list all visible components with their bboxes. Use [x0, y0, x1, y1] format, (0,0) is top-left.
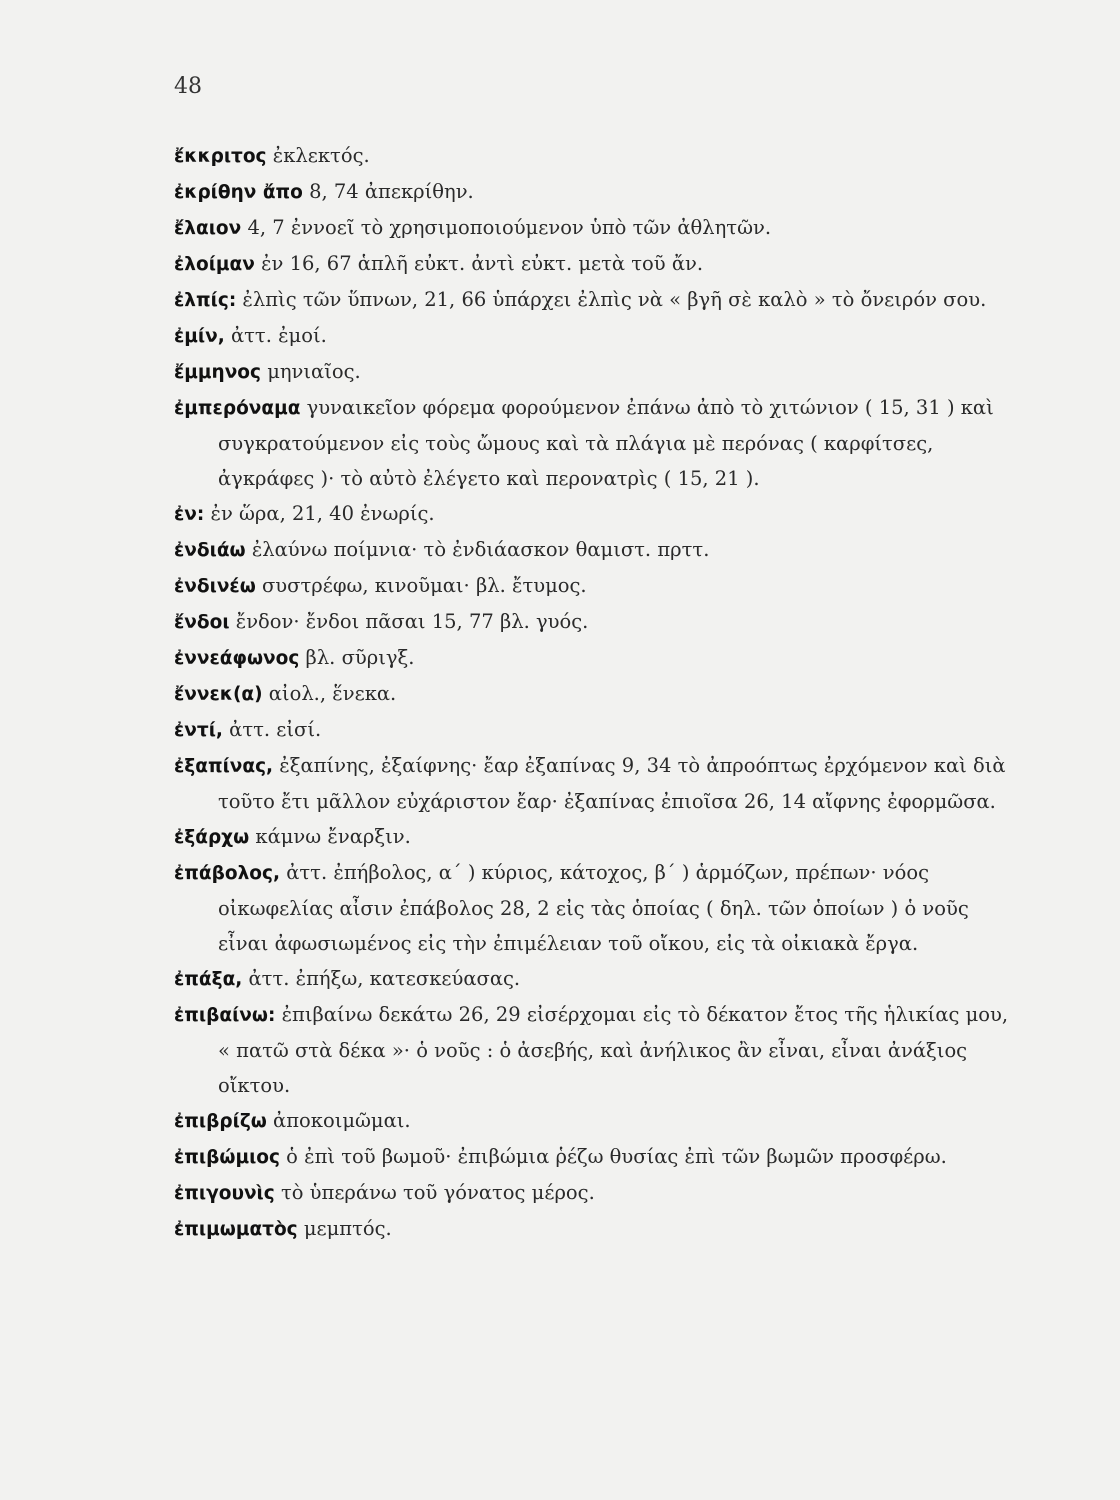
- entry-definition: ἐλπὶς τῶν ὕπνων, 21, 66 ὑπάρχει ἐλπὶς νὰ « βγῆ σὲ καλὸ » τὸ ὄνειρόν σου.: [242, 288, 987, 311]
- entry-definition: ἐκλεκτός.: [272, 144, 370, 167]
- glossary-entry: [174, 282, 1024, 318]
- glossary-entry: [174, 1103, 1024, 1139]
- entry-headword: ἐπάξα,: [174, 969, 243, 990]
- entry-headword: ἔνδοι: [174, 612, 230, 633]
- entry-headword: ἐννεάφωνος: [174, 648, 300, 669]
- entry-definition: ἐν 16, 67 ἁπλῆ εὐκτ. ἀντὶ εὐκτ. μετὰ τοῦ ἄν.: [261, 252, 704, 275]
- entry-definition: ἐλαύνω ποίμνια· τὸ ἐνδιάασκον θαμιστ. πρττ.: [251, 538, 710, 561]
- glossary-entry: [174, 390, 1024, 496]
- entry-headword: ἐξάρχω: [174, 827, 250, 848]
- entry-definition: βλ. σῦριγξ.: [305, 646, 415, 669]
- entry-definition: 8, 74 ἀπεκρίθην.: [309, 180, 474, 203]
- glossary-entry: [174, 1139, 1024, 1175]
- glossary-entry: [174, 855, 1024, 961]
- entry-definition: μεμπτός.: [303, 1217, 392, 1240]
- entry-headword: ἐλπίς:: [174, 290, 237, 311]
- glossary-entry: [174, 138, 1024, 174]
- glossary-entry: [174, 640, 1024, 676]
- entry-headword: ἐμίν,: [174, 326, 225, 347]
- entry-definition: γυναικεῖον φόρεμα φορούμενον ἐπάνω ἀπὸ τὸ χιτώνιον ( 15, 31 ) καὶ συγκρατούμενον εἰς τοὺς ὤμους καὶ τὰ πλάγια μὲ περόνας ( καρφίτσες, ἀγκράφες )· τὸ αὐτὸ ἐλέγετο καὶ περονατρὶς ( 15, 21 ).: [218, 396, 994, 490]
- entry-headword: ἐπάβολος,: [174, 863, 281, 884]
- entry-headword: ἐντί,: [174, 720, 223, 741]
- entry-headword: ἐκρίθην ἄπο: [174, 182, 303, 203]
- entry-definition: ἐξαπίνης, ἐξαίφνης· ἔαρ ἐξαπίνας 9, 34 τὸ ἀπροόπτως ἐρχόμενον καὶ διὰ τοῦτο ἔτι μᾶλλον εὐχάριστον ἔαρ· ἐξαπίνας ἐπιοῖσα 26, 14 αἴφνης ἐφορμῶσα.: [218, 754, 1006, 813]
- glossary-entry: [174, 604, 1024, 640]
- entry-headword: ἐπιμωματὸς: [174, 1219, 298, 1240]
- entry-headword: ἐνδινέω: [174, 576, 256, 597]
- glossary-entries: [174, 138, 1024, 1247]
- glossary-entry: [174, 748, 1024, 819]
- entry-headword: ἐπιβρίζω: [174, 1111, 267, 1132]
- glossary-entry: [174, 1175, 1024, 1211]
- entry-headword: ἔκκριτος: [174, 146, 267, 167]
- entry-definition: συστρέφω, κινοῦμαι· βλ. ἔτυμος.: [262, 574, 587, 597]
- entry-definition: τὸ ὑπεράνω τοῦ γόνατος μέρος.: [280, 1181, 595, 1204]
- entry-headword: ἔμμηνος: [174, 362, 261, 383]
- entry-definition: ἀττ. ἐπήβολος, α΄ ) κύριος, κάτοχος, β΄ ) ἁρμόζων, πρέπων· νόος οἰκωφελίας αἶσιν ἐπάβολος 28, 2 εἰς τὰς ὁποίας ( δηλ. τῶν ὁποίων ) ὁ νοῦς εἶναι ἀφωσιωμένος εἰς τὴν ἐπιμέλειαν τοῦ οἴκου, εἰς τὰ οἰκιακὰ ἔργα.: [218, 861, 969, 955]
- glossary-entry: [174, 712, 1024, 748]
- entry-definition: ἐν ὥρα, 21, 40 ἐνωρίς.: [210, 502, 435, 525]
- glossary-entry: [174, 210, 1024, 246]
- entry-definition: μηνιαῖος.: [267, 360, 361, 383]
- glossary-entry: [174, 997, 1024, 1103]
- glossary-entry: [174, 568, 1024, 604]
- glossary-entry: [174, 676, 1024, 712]
- entry-definition: ἀττ. ἐμοί.: [230, 324, 327, 347]
- entry-headword: ἐξαπίνας,: [174, 756, 274, 777]
- entry-definition: αἰολ., ἕνεκα.: [268, 682, 397, 705]
- entry-headword: ἐνδιάω: [174, 540, 246, 561]
- glossary-entry: [174, 961, 1024, 997]
- glossary-entry: [174, 354, 1024, 390]
- entry-definition: ὁ ἐπὶ τοῦ βωμοῦ· ἐπιβώμια ῥέζω θυσίας ἐπὶ τῶν βωμῶν προσφέρω.: [286, 1145, 947, 1168]
- entry-headword: ἔλαιον: [174, 218, 242, 239]
- entry-headword: ἐλοίμαν: [174, 254, 255, 275]
- glossary-entry: [174, 318, 1024, 354]
- glossary-entry: [174, 246, 1024, 282]
- entry-headword: ἐν:: [174, 504, 205, 525]
- entry-headword: ἐπιγουνὶς: [174, 1183, 275, 1204]
- entry-definition: ἀττ. εἰσί.: [229, 718, 322, 741]
- glossary-entry: [174, 532, 1024, 568]
- entry-definition: ἐπιβαίνω δεκάτω 26, 29 εἰσέρχομαι εἰς τὸ δέκατον ἔτος τῆς ἡλικίας μου, « πατῶ στὰ δέκα »· ὁ νοῦς : ὁ ἀσεβής, καὶ ἀνήλικος ἂν εἶναι, εἶναι ἀνάξιος οἴκτου.: [218, 1003, 1009, 1097]
- entry-definition: 4, 7 ἐννοεῖ τὸ χρησιμοποιούμενον ὑπὸ τῶν ἀθλητῶν.: [247, 216, 772, 239]
- glossary-entry: [174, 496, 1024, 532]
- entry-headword: ἐπιβώμιος: [174, 1147, 280, 1168]
- entry-definition: ἀττ. ἐπήξω, κατεσκεύασας.: [248, 967, 521, 990]
- entry-definition: κάμνω ἔναρξιν.: [255, 825, 411, 848]
- entry-definition: ἀποκοιμῶμαι.: [273, 1109, 411, 1132]
- entry-headword: ἐπιβαίνω:: [174, 1005, 276, 1026]
- glossary-entry: [174, 819, 1024, 855]
- glossary-entry: [174, 174, 1024, 210]
- glossary-entry: [174, 1211, 1024, 1247]
- entry-headword: ἐμπερόναμα: [174, 398, 301, 419]
- entry-headword: ἔννεκ(α): [174, 684, 263, 705]
- page-number: 48: [174, 74, 202, 99]
- entry-definition: ἔνδον· ἔνδοι πᾶσαι 15, 77 βλ. γυός.: [235, 610, 589, 633]
